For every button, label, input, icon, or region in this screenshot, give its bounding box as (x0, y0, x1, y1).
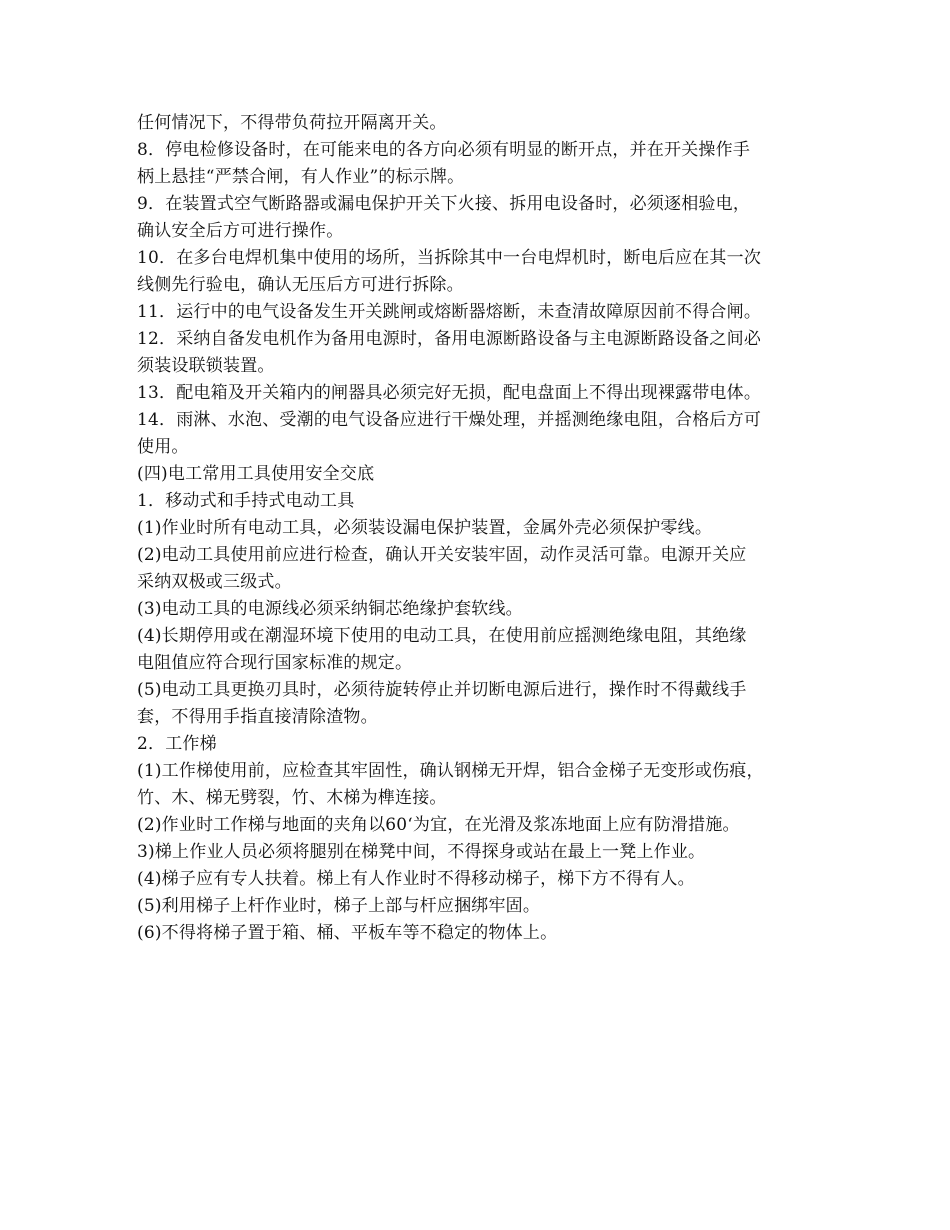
text-line: 电阻值应符合现行国家标准的规定。 (137, 653, 413, 673)
subsection-heading: 2．工作梯 (137, 734, 217, 754)
text-line: (3)电动工具的电源线必须采纳铜芯绝缘护套软线。 (137, 599, 523, 619)
text-line: (5)电动工具更换刃具时，必须待旋转停止并切断电源后进行，操作时不得戴线手 (137, 680, 747, 700)
text-line: 9．在装置式空气断路器或漏电保护开关下火接、拆用电设备时，必须逐相验电， (137, 194, 751, 214)
text-line: (1)作业时所有电动工具，必须装设漏电保护装置，金属外壳必须保护零线。 (137, 518, 713, 538)
text-line: 3)梯上作业人员必须将腿别在梯凳中间，不得探身或站在最上一凳上作业。 (137, 842, 706, 862)
text-line: (4)长期停用或在潮湿环境下使用的电动工具，在使用前应摇测绝缘电阻，其绝缘 (137, 626, 747, 646)
text-line: 12．采纳自备发电机作为备用电源时，备用电源断路设备与主电源断路设备之间必 (137, 329, 762, 349)
text-line: 使用。 (137, 437, 189, 457)
text-line: 13．配电箱及开关箱内的闸器具必须完好无损，配电盘面上不得出现裸露带电体。 (137, 383, 762, 403)
document-body (137, 110, 827, 947)
text-line: 11．运行中的电气设备发生开关跳闸或熔断器熔断，未查清故障原因前不得合闸。 (137, 302, 762, 322)
text-line: 竹、木、梯无劈裂，竹、木梯为榫连接。 (137, 788, 447, 808)
text-line: 须装设联锁装置。 (137, 356, 275, 376)
text-line: (2)电动工具使用前应进行检查，确认开关安装牢固，动作灵活可靠。电源开关应 (137, 545, 747, 565)
text-line: (6)不得将梯子置于箱、桶、平板车等不稳定的物体上。 (137, 923, 558, 943)
text-line: 套，不得用手指直接清除渣物。 (137, 707, 378, 727)
subsection-heading: 1．移动式和手持式电动工具 (137, 491, 355, 511)
text-line: 14．雨淋、水泡、受潮的电气设备应进行干燥处理，并摇测绝缘电阻，合格后方可 (137, 410, 762, 430)
text-line: (5)利用梯子上杆作业时，梯子上部与杆应捆绑牢固。 (137, 896, 541, 916)
text-line: 8．停电检修设备时，在可能来电的各方向必须有明显的断开点，并在开关操作手 (137, 140, 751, 160)
text-line: (1)工作梯使用前，应检查其牢固性，确认钢梯无开焊，铝合金梯子无变形或伤痕， (137, 761, 764, 781)
text-line: (4)梯子应有专人扶着。梯上有人作业时不得移动梯子，梯下方不得有人。 (137, 869, 695, 889)
text-line: 柄上悬挂“严禁合闸，有人作业”的标示牌。 (137, 167, 465, 187)
text-line: 采纳双极或三级式。 (137, 572, 292, 592)
text-line: 确认安全后方可进行操作。 (137, 221, 344, 241)
section-heading: (四)电工常用工具使用安全交底 (137, 464, 375, 484)
text-line: 任何情况下，不得带负荷拉开隔离开关。 (137, 113, 447, 133)
text-line: 10．在多台电焊机集中使用的场所，当拆除其中一台电焊机时，断电后应在其一次 (137, 248, 762, 268)
text-line: 线侧先行验电，确认无压后方可进行拆除。 (137, 275, 464, 295)
text-line: (2)作业时工作梯与地面的夹角以60‘为宜，在光滑及浆冻地面上应有防滑措施。 (137, 815, 740, 835)
